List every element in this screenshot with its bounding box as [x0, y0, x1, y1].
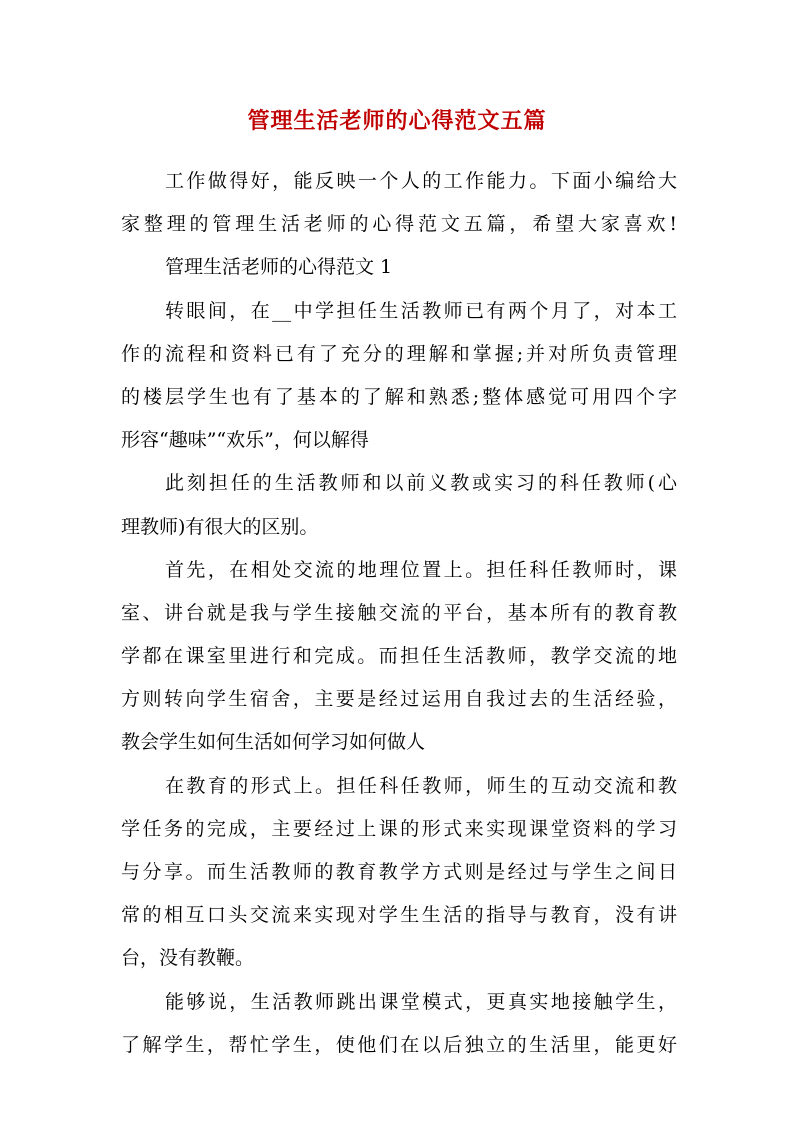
- paragraph-line: 学任务的完成，主要经过上课的形式来实现课堂资料的学习: [121, 817, 677, 840]
- document-title: 管理生活老师的心得范文五篇: [247, 108, 547, 134]
- paragraph-line: 作的流程和资料已有了充分的理解和掌握;并对所负责管理: [121, 342, 677, 365]
- paragraph-line: 与分享。而生活教师的教育教学方式则是经过与学生之间日: [121, 861, 677, 883]
- section-heading: 管理生活老师的心得范文 1: [165, 256, 393, 279]
- paragraph-line: 家整理的管理生活老师的心得范文五篇，希望大家喜欢!: [121, 213, 677, 236]
- paragraph-line: 转眼间，在__中学担任生活教师已有两个月了，对本工: [165, 299, 677, 322]
- paragraph-line: 了解学生，帮忙学生，使他们在以后独立的生活里，能更好: [121, 1033, 677, 1056]
- paragraph-line: 形容“趣味”“欢乐”，何以解得: [121, 429, 369, 452]
- paragraph-line: 教会学生如何生活如何学习如何做人: [121, 731, 426, 754]
- paragraph-line: 此刻担任的生活教师和以前义教或实习的科任教师(心: [165, 472, 677, 495]
- paragraph-line: 在教育的形式上。担任科任教师，师生的互动交流和教: [165, 774, 677, 797]
- paragraph-line: 学都在课室里进行和完成。而担任生活教师，教学交流的地: [121, 645, 677, 668]
- document-body: [121, 160, 677, 1067]
- paragraph-line: 室、讲台就是我与学生接触交流的平台，基本所有的教育教: [121, 601, 677, 624]
- paragraph-line: 工作做得好，能反映一个人的工作能力。下面小编给大: [165, 170, 677, 192]
- paragraph-line: 理教师)有很大的区别。: [121, 515, 319, 538]
- paragraph-line: 常的相互口头交流来实现对学生生活的指导与教育，没有讲: [121, 904, 677, 927]
- paragraph-line: 首先，在相处交流的地理位置上。担任科任教师时，课: [165, 558, 677, 581]
- paragraph-line: 能够说，生活教师跳出课堂模式，更真实地接触学生，: [165, 990, 677, 1013]
- paragraph-line: 的楼层学生也有了基本的了解和熟悉;整体感觉可用四个字: [121, 385, 677, 408]
- paragraph-line: 台，没有教鞭。: [121, 947, 255, 970]
- paragraph-line: 方则转向学生宿舍，主要是经过运用自我过去的生活经验，: [121, 688, 677, 711]
